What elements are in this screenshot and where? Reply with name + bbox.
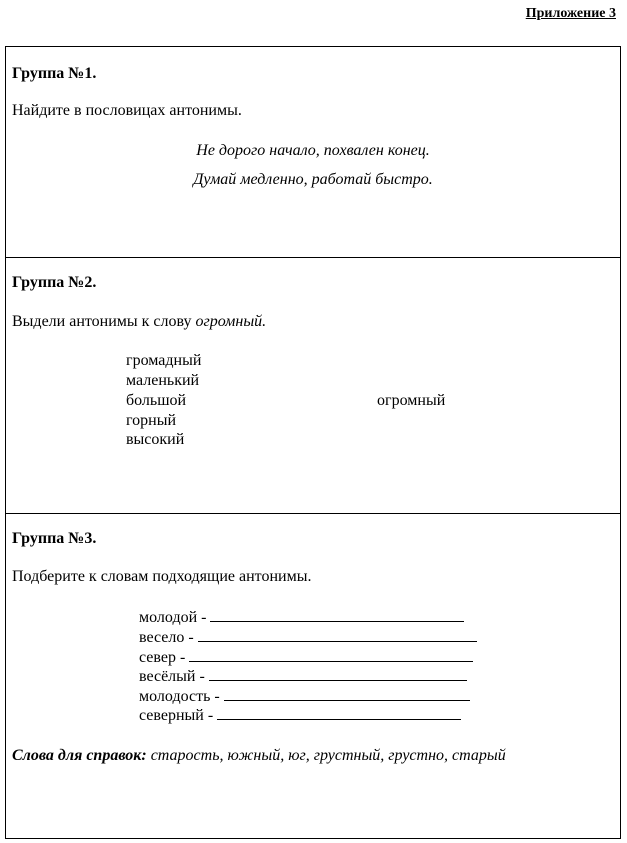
reference-words [12,747,506,765]
reference-label: Слова для справок: [12,747,147,764]
antonym-row [139,627,477,648]
antonym-row [139,647,473,668]
worksheet-frame [5,46,621,839]
answer-blank[interactable] [224,686,470,701]
answer-blank[interactable] [210,607,464,622]
group-3-title: Группа №3. [12,530,97,547]
antonym-row [139,705,461,726]
antonym-word: север - [139,649,186,666]
answer-blank[interactable] [217,705,461,720]
proverb-2: Думай медленно, работай быстро. [193,171,433,188]
group-2-task-text: Выдели антонимы к слову [12,313,196,330]
answer-blank[interactable] [189,647,473,662]
antonym-word: весёлый - [139,668,205,685]
proverb-1: Не дорого начало, похвален конец. [196,142,430,159]
group-2-task-word: огромный. [195,313,267,330]
group-2-title: Группа №2. [12,274,97,291]
word-item: громадный [126,352,202,369]
word-item: высокий [126,431,185,448]
target-word: огромный [377,392,446,409]
antonym-row [139,607,464,628]
antonym-word: молодость - [139,688,220,705]
group-2-section [6,258,620,514]
group-3-task: Подберите к словам подходящие антонимы. [12,568,312,585]
word-item: маленький [126,372,200,389]
answer-blank[interactable] [198,627,477,642]
antonym-word: северный - [139,707,214,724]
word-item: горный [126,412,177,429]
appendix-label: Приложение 3 [525,6,616,21]
group-1-section [6,47,620,258]
group-1-task: Найдите в пословицах антонимы. [12,102,242,119]
antonym-word: весело - [139,629,194,646]
group-2-task [12,313,266,331]
group-3-section [6,514,620,840]
antonym-row [139,686,470,707]
group-1-title: Группа №1. [12,65,97,82]
reference-list: старость, южный, юг, грустный, грустно, старый [146,747,506,764]
antonym-row [139,666,467,687]
answer-blank[interactable] [209,666,467,681]
antonym-word: молодой - [139,609,207,626]
word-item: большой [126,392,187,409]
